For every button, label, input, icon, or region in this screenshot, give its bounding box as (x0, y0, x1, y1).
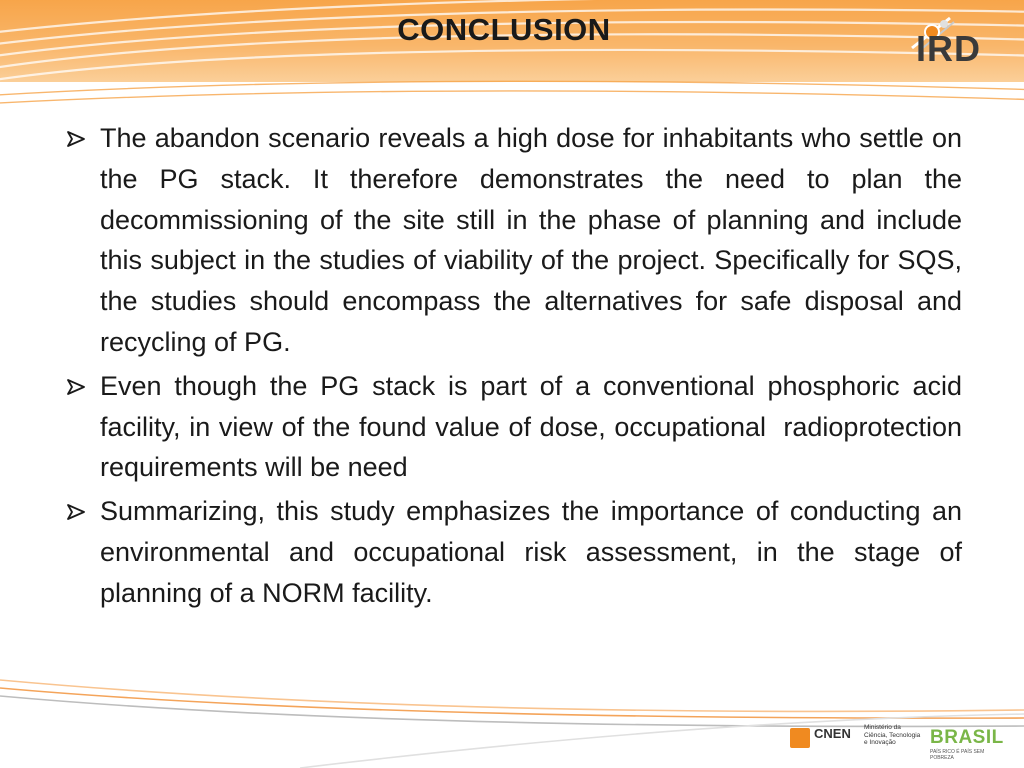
bullet-item (64, 366, 970, 488)
ministry-logo-text: Ministério da Ciência, Tecnologia e Inovação (864, 724, 921, 746)
cnen-logo-icon (790, 728, 810, 748)
footer-logos (790, 722, 1008, 761)
slide-title: CONCLUSION (397, 12, 611, 47)
brasil-slogan-text: PAÍS RICO É PAÍS SEM POBREZA (930, 749, 985, 761)
bullet-text: Even though the PG stack is part of a conventional phosphoric acid facility, in view of the found value of dose, occupational radioprotection requirements will be need (100, 370, 970, 483)
ird-logo-text: IRD (916, 28, 981, 69)
arrow-bullet-icon (64, 491, 100, 531)
bullet-list (64, 118, 970, 617)
bullet-item (64, 491, 970, 613)
cnen-logo-text: CNEN (814, 726, 851, 741)
bullet-text: The abandon scenario reveals a high dose for inhabitants who settle on the PG stack. It therefore demonstrates the need to plan the decommissioning of the site still in the phase of planning and include this subject in the studies of viability of the project. Specifically for SQS, the studies should encompass the alternatives for safe disposal and recycling of PG. (100, 123, 970, 357)
bullet-item (64, 118, 970, 363)
brasil-logo-text: BRASIL (930, 727, 1004, 748)
arrow-bullet-icon (64, 366, 100, 406)
bullet-text: Summarizing, this study emphasizes the importance of conducting an environmental and occupational risk assessment, in the stage of planning of a NORM facility. (100, 496, 970, 608)
arrow-bullet-icon (64, 118, 100, 158)
